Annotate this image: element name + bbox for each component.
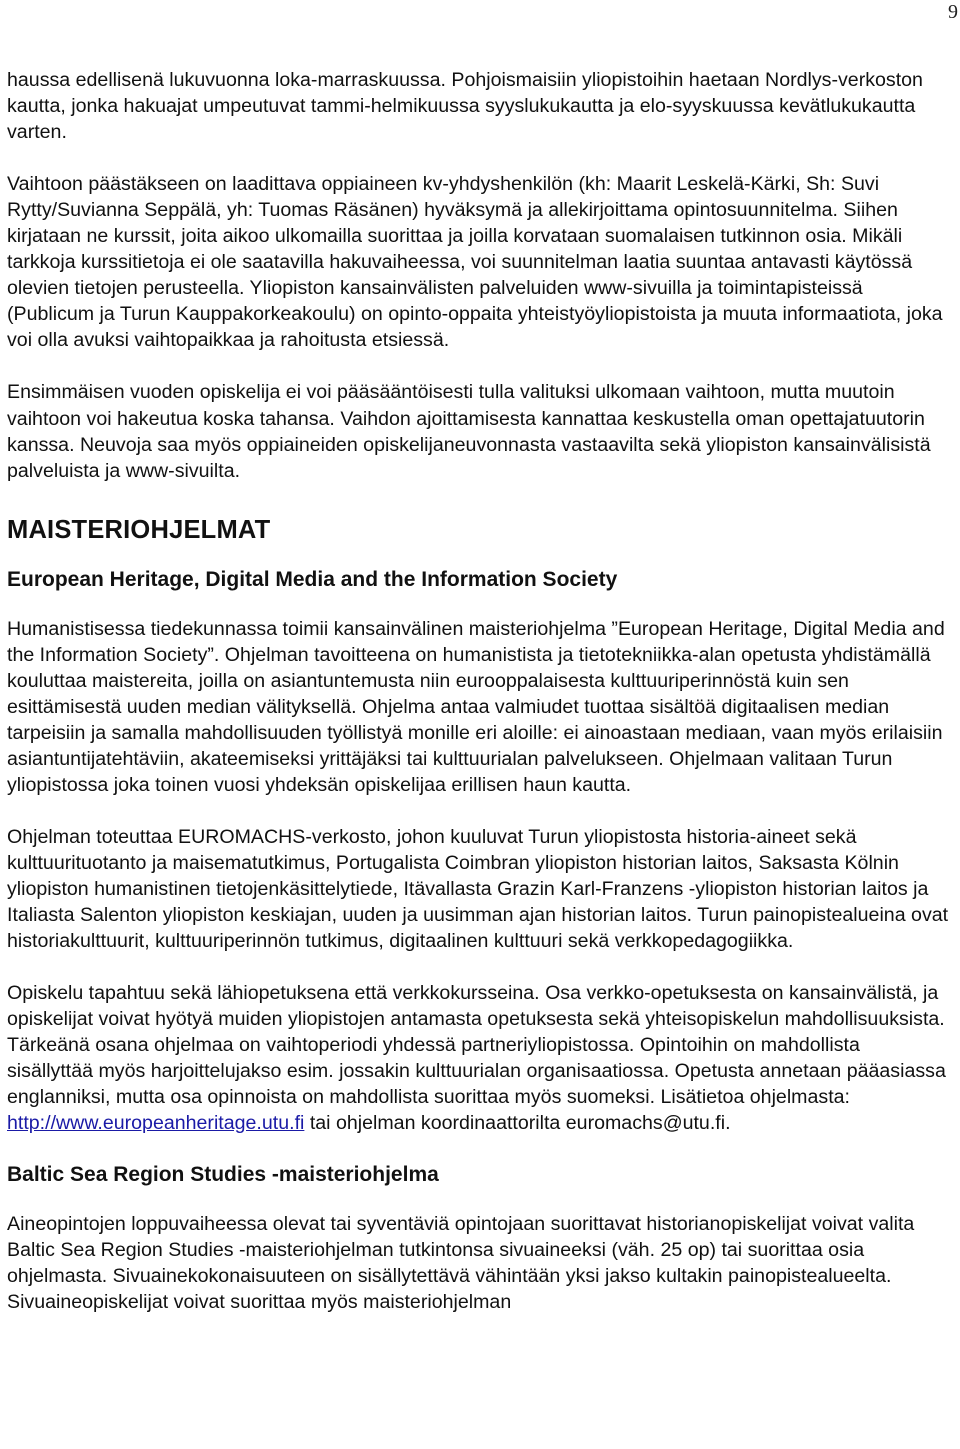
paragraph-application-periods: haussa edellisenä lukuvuonna loka-marraskuussa. Pohjoismaisiin yliopistoihin haetaan Nordlys-verkoston kautta, jonka hakuajat umpeutuvat tammi-helmikuussa syyslukukautta ja elo-syyskuussa kevätlukukautta varten. <box>7 69 923 144</box>
subheading-baltic-sea-region: Baltic Sea Region Studies -maisteriohjelma <box>7 1162 439 1186</box>
paragraph-baltic-sea-region: Aineopintojen loppuvaiheessa olevat tai syventäviä opintojaan suorittavat historianopiskelijat voivat valita Baltic Sea Region Studies -maisteriohjelman tutkintonsa sivuaineeksi (väh. 25 op) tai suorittaa osia ohjelmasta. Sivuainekokonaisuuteen on sisällytettävä vähintään yksi jakso kultakin painopistealueelta. Sivuaineopiskelijat voivat suorittaa myös maisteriohjelman <box>7 1212 915 1313</box>
paragraph-studies-info <box>7 980 951 1136</box>
page-number: 9 <box>948 1 958 23</box>
paragraph-studies-contact: tai ohjelman koordinaattorilta euromachs@utu.fi. <box>304 1112 731 1135</box>
european-heritage-link[interactable]: http://www.europeanheritage.utu.fi <box>7 1112 305 1135</box>
section-title-masters-programmes: MAISTERIOHJELMAT <box>7 515 271 544</box>
subheading-european-heritage: European Heritage, Digital Media and the Information Society <box>7 567 618 591</box>
paragraph-european-heritage-intro: Humanistisessa tiedekunnassa toimii kansainvälinen maisteriohjelma ”European Heritage, Digital Media and the Information Society”. Ohjelman tavoitteena on humanistista ja tietotekniikka-alan opetusta yhdistämällä kouluttaa maistereita, joilla on asiantuntemusta niin eurooppalaisesta kulttuuriperinnöstä kuin sen esittämisestä uuden median välityksellä. Ohjelma antaa valmiudet tuottaa sisältöä digitaalisen median tarpeisiin ja samalla mahdollisuuden työllistyä monille eri aloille: ei ainoastaan mediaan, vaan myös erilaisiin asiantuntijatehtäviin, akateemiseksi yrittäjäksi tai kulttuurialan palvelukseen. Ohjelmaan valitaan Turun yliopistossa joka toinen vuosi yhdeksän opiskelijaa erillisen haun kautta. <box>7 617 945 796</box>
paragraph-first-year-students: Ensimmäisen vuoden opiskelija ei voi pääsääntöisesti tulla valituksi ulkomaan vaihtoon, mutta muutoin vaihtoon voi hakeutua koska tahansa. Vaihdon ajoittamisesta kannattaa keskustella oman opettajatuutorin kanssa. Neuvoja saa myös oppiaineiden opiskelijaneuvonnasta vastaavilta sekä yliopiston kansainvälisistä palveluista ja www-sivuilta. <box>7 381 931 482</box>
document-body <box>7 67 951 1315</box>
paragraph-study-plan: Vaihtoon päästäkseen on laadittava oppiaineen kv-yhdyshenkilön (kh: Maarit Leskelä-Kärki, Sh: Suvi Rytty/Suvianna Seppälä, yh: Tuomas Räsänen) hyväksymä ja allekirjoittama opintosuunnitelma. Siihen kirjataan ne kurssit, joita aikoo ulkomailla suorittaa ja joilla korvataan suomalaisen tutkinnon osia. Mikäli tarkkoja kurssitietoja ei ole saatavilla hakuvaiheessa, voi suunnitelman laatia suuntaa antavasti käytössä olevien tietojen perusteella. Yliopiston kansainvälisten palveluiden www-sivuilla ja toimintapisteissä (Publicum ja Turun Kauppakorkeakoulu) on opinto-oppaita yhteistyöyliopistoista ja muuta informaatiota, joka voi olla avuksi vaihtopaikkaa ja rahoitusta etsiessä. <box>7 173 943 352</box>
paragraph-studies-text: Opiskelu tapahtuu sekä lähiopetuksena että verkkokursseina. Osa verkko-opetuksesta on kansainvälistä, ja opiskelijat voivat hyötyä muiden yliopistojen antamasta opetuksesta sekä yhteisopiskelun mahdollisuuksista. Tärkeänä osana ohjelmaa on vaihtoperiodi yhdessä partneriyliopistossa. Opintoihin on mahdollista sisällyttää myös harjoittelujakso esim. jossakin kulttuurialan organisaatiossa. Opetusta annetaan pääasiassa englanniksi, mutta osa opinnoista on mahdollista suorittaa myös suomeksi. Lisätietoa ohjelmasta: <box>7 982 946 1109</box>
paragraph-euromachs-network: Ohjelman toteuttaa EUROMACHS-verkosto, johon kuuluvat Turun yliopistosta historia-aineet sekä kulttuurituotanto ja maisematutkimus, Portugalista Coimbran yliopiston historian laitos, Saksasta Kölnin yliopiston humanistinen tietojenkäsittelytiede, Itävallasta Grazin Karl-Franzens -yliopiston historian laitos ja Italiasta Salenton yliopiston keskiajan, uuden ja uusimman ajan historian laitos. Turun painopistealueina ovat historiakulttuurit, kulttuuriperinnön tutkimus, digitaalinen kulttuuri sekä verkkopedagogiikka. <box>7 825 949 953</box>
